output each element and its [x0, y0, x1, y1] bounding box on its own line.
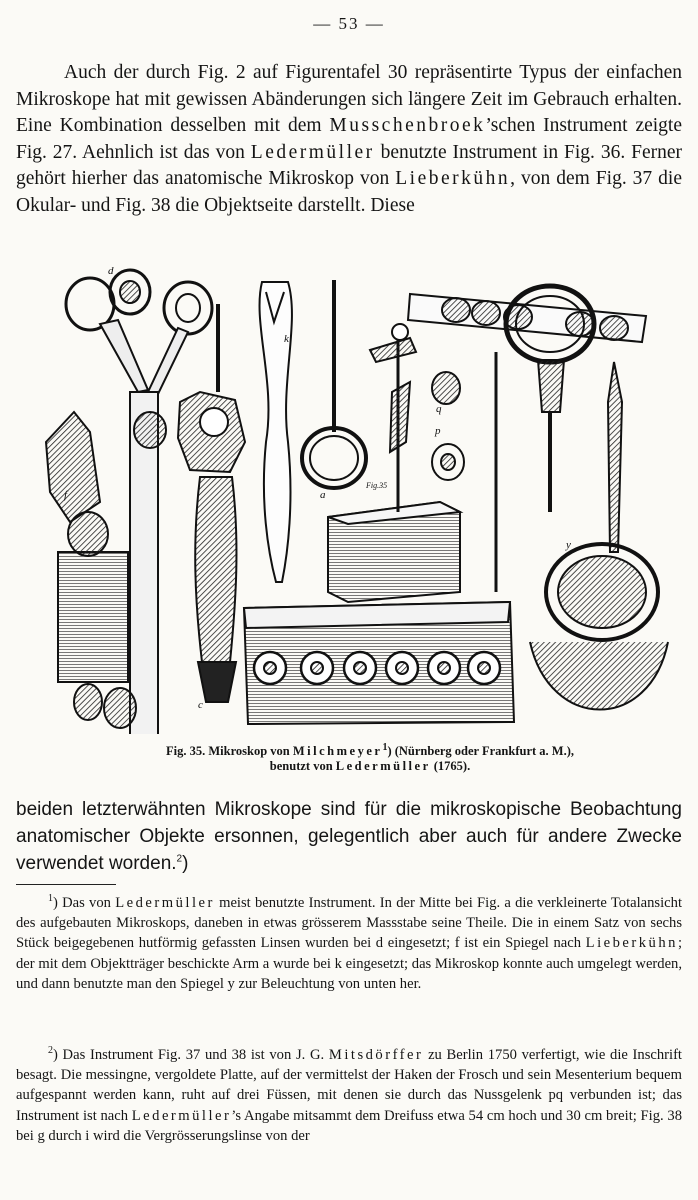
name-ledermueller: Ledermüller — [131, 1107, 232, 1124]
text-run: ; der mit dem Objektträger beschickte Arm a wurde bei k eingesetzt; das Mikroskop konnte auch umgelegt werden, und dann benutzte man den Spiegel y zur Beleuchtung von unten her. — [16, 935, 682, 992]
caption-prefix: Fig. 35. Mikroskop von — [166, 744, 293, 758]
text-run: beiden letzterwähnten Mikroskope sind für die mikroskopische Beobachtung anatomischer Objekte ersonnen, gelegentlich aber auch für andere Zwecke verwendet worden. — [16, 799, 682, 874]
figure-label-q: q — [436, 403, 442, 415]
figure-label-d: d — [108, 265, 114, 277]
figure-label-p: p — [435, 425, 441, 437]
figure-inner-label: Fig.35 — [366, 481, 388, 490]
caption-name-ledermueller: Ledermüller — [335, 759, 431, 773]
name-lieberkuehn: Lieberkühn — [585, 935, 678, 952]
text-run: Auch der durch Fig. 2 auf Figurentafel 30 repräsentirte Typus der einfachen Mikroskope hat mit gewissen Abänderungen sich längere Zeit im Gebrauch erhalten. Eine Kombination desselben mit dem — [16, 62, 682, 136]
caption-line-1 — [70, 741, 670, 759]
paragraph-intro — [16, 60, 682, 219]
page-number: — 53 — — [313, 14, 385, 33]
caption-line2-post: (1765). — [430, 759, 471, 773]
caption-mid: ) (Nürnberg oder Frankfurt a. M.), — [387, 744, 574, 758]
figure-microscope-engraving — [30, 262, 670, 734]
caption-line2-pre: benutzt von — [269, 759, 336, 773]
text-run: ) Das Instrument Fig. 37 und 38 ist von J. G. — [53, 1047, 329, 1063]
text-run: , von dem Fig. 37 die Okular- und Fig. 38 die Objektseite darstellt. Diese — [16, 168, 682, 216]
footnote-2 — [16, 1045, 682, 1146]
name-ledermueller: Ledermüller — [250, 141, 375, 163]
footnote-1 — [16, 893, 682, 994]
name-lieberkuehn: Lieberkühn — [395, 168, 511, 189]
text-run: ’schen Instrument zeigte Fig. 27. Aehnlich ist das von — [16, 115, 682, 163]
caption-name-milchmeyer: Milchmeyer — [292, 744, 383, 758]
figure-label-y: y — [566, 539, 571, 551]
caption-line-2 — [70, 759, 670, 774]
text-run: ) — [182, 853, 189, 874]
text-run: zu Berlin 1750 verfertigt, wie die Inschrift besagt. Die messingne, vergoldete Platte, auf der vermittelst der Haken der Frosch und sein Mesenterium bequem aufgespannt werden kann, ruht auf drei Füssen, mit denen sie durch das Nussgelenk pq verbunden ist; das Instrument ist nach — [16, 1047, 682, 1124]
caption-footnote-mark: 1 — [382, 741, 388, 753]
footnote-mark: 2 — [48, 1045, 53, 1057]
footnote-mark: 1 — [48, 893, 53, 905]
figure-caption — [70, 741, 670, 774]
figure-label-f: f — [64, 489, 68, 501]
footnote-separator — [16, 884, 116, 885]
text-run: ) Das von — [53, 895, 116, 911]
paragraph-continuation — [16, 796, 682, 877]
figure-label-a: a — [320, 489, 326, 501]
text-run: ’s Angabe mitsammt dem Dreifuss etwa 54 cm hoch und 30 cm breit; Fig. 38 bei g durch i wird die Vergrösserungslinse von der — [16, 1107, 682, 1144]
name-ledermueller: Ledermüller — [115, 895, 215, 911]
name-musschenbroek: Musschenbroek — [329, 115, 486, 136]
text-run: benutzte Instrument in Fig. 36. Ferner gehört hierher das anatomische Mikroskop von — [16, 141, 682, 189]
text-run: meist benutzte Instrument. In der Mitte bei Fig. a die verkleinerte Totalansicht des aufgebauten Mikroskops, daneben in etwas grösserem Massstabe seine Theile. Die in einem Satz von sechs Stück beigegebenen hutförmig gefassten Linsen wurden bei d eingesetzt; f ist ein Spiegel nach — [16, 895, 682, 952]
footnote-reference-2: 2 — [176, 853, 183, 865]
figure-label-k: k — [284, 333, 289, 345]
figure-label-c: c — [198, 699, 203, 711]
name-mitsdoerffer: Mitsdörffer — [328, 1047, 424, 1063]
microscope-illustration — [30, 262, 670, 734]
